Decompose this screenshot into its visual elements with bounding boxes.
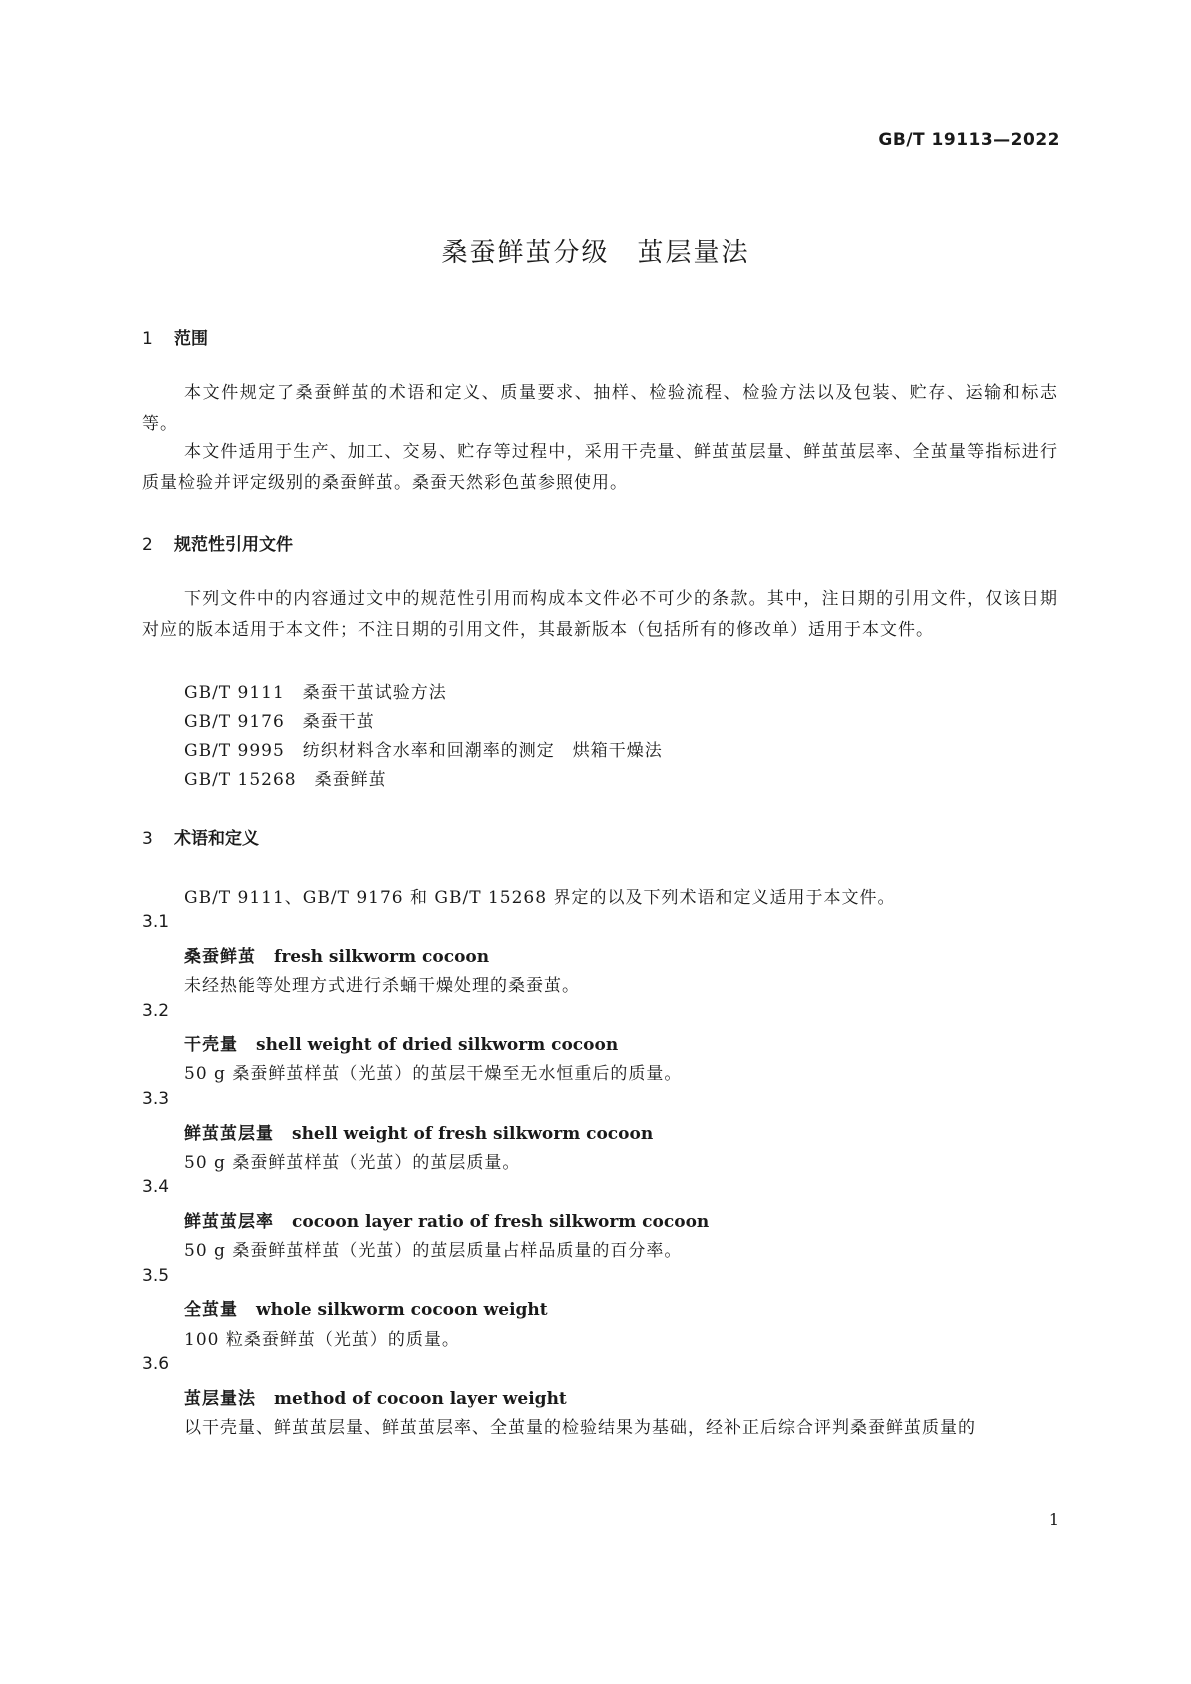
term-definition: 50 g 桑蚕鲜茧样茧（光茧）的茧层干燥至无水恒重后的质量。 (184, 1064, 683, 1084)
term-definition: 以干壳量、鲜茧茧层量、鲜茧茧层率、全茧量的检验结果为基础，经补正后综合评判桑蚕鲜茧质量的 (184, 1418, 976, 1438)
term-number: 3.2 (142, 1001, 170, 1021)
term-number: 3.5 (142, 1266, 170, 1286)
term-heading (184, 1295, 548, 1320)
section-heading-scope (142, 324, 208, 349)
term-definition: 100 粒桑蚕鲜茧（光茧）的质量。 (184, 1330, 460, 1350)
section-title: 术语和定义 (174, 829, 259, 849)
reference-item: GB/T 9995 纺织材料含水率和回潮率的测定 烘箱干燥法 (184, 741, 663, 761)
reference-item: GB/T 15268 桑蚕鲜茧 (184, 770, 387, 790)
term-heading (184, 1384, 567, 1409)
term-chinese: 全茧量 (184, 1300, 238, 1320)
section-title: 规范性引用文件 (174, 535, 293, 555)
term-heading (184, 1030, 618, 1055)
term-chinese: 桑蚕鲜茧 (184, 947, 256, 967)
page-number: 1 (1048, 1510, 1059, 1529)
term-english: whole silkworm cocoon weight (256, 1300, 548, 1320)
section-number: 1 (142, 329, 153, 349)
section-heading-normative-references (142, 530, 293, 555)
term-heading (184, 942, 489, 967)
term-number: 3.4 (142, 1177, 170, 1197)
references-paragraph: 下列文件中的内容通过文中的规范性引用而构成本文件必不可少的条款。其中，注日期的引用文件，仅该日期对应的版本适用于本文件；不注日期的引用文件，其最新版本（包括所有的修改单）适用于本文件。 (142, 589, 1058, 640)
term-english: cocoon layer ratio of fresh silkworm cocoon (292, 1212, 710, 1232)
term-heading (184, 1119, 653, 1144)
section-title: 范围 (174, 329, 208, 349)
scope-paragraph-1: 本文件规定了桑蚕鲜茧的术语和定义、质量要求、抽样、检验流程、检验方法以及包装、贮存、运输和标志等。 (142, 383, 1058, 434)
section-heading-terms-definitions (142, 824, 259, 849)
term-number: 3.6 (142, 1354, 170, 1374)
term-english: method of cocoon layer weight (274, 1389, 567, 1409)
term-definition: 未经热能等处理方式进行杀蛹干燥处理的桑蚕茧。 (184, 976, 580, 996)
reference-item: GB/T 9111 桑蚕干茧试验方法 (184, 683, 447, 703)
term-english: shell weight of fresh silkworm cocoon (292, 1124, 654, 1144)
section-number: 2 (142, 535, 153, 555)
term-number: 3.3 (142, 1089, 170, 1109)
term-definition: 50 g 桑蚕鲜茧样茧（光茧）的茧层质量。 (184, 1153, 521, 1173)
term-english: fresh silkworm cocoon (274, 947, 490, 967)
term-chinese: 干壳量 (184, 1035, 238, 1055)
terms-intro-paragraph: GB/T 9111、GB/T 9176 和 GB/T 15268 界定的以及下列术语和定义适用于本文件。 (184, 888, 896, 908)
term-chinese: 鲜茧茧层量 (184, 1124, 274, 1144)
reference-item: GB/T 9176 桑蚕干茧 (184, 712, 375, 732)
document-title: 桑蚕鲜茧分级 茧层量法 (441, 238, 750, 268)
term-english: shell weight of dried silkworm cocoon (256, 1035, 619, 1055)
term-heading (184, 1207, 709, 1232)
standard-code: GB/T 19113—2022 (878, 130, 1060, 150)
term-chinese: 鲜茧茧层率 (184, 1212, 274, 1232)
scope-paragraph-2: 本文件适用于生产、加工、交易、贮存等过程中，采用干壳量、鲜茧茧层量、鲜茧茧层率、全茧量等指标进行质量检验并评定级别的桑蚕鲜茧。桑蚕天然彩色茧参照使用。 (142, 442, 1058, 493)
term-chinese: 茧层量法 (184, 1389, 256, 1409)
term-number: 3.1 (142, 912, 170, 932)
section-number: 3 (142, 829, 153, 849)
term-definition: 50 g 桑蚕鲜茧样茧（光茧）的茧层质量占样品质量的百分率。 (184, 1241, 683, 1261)
